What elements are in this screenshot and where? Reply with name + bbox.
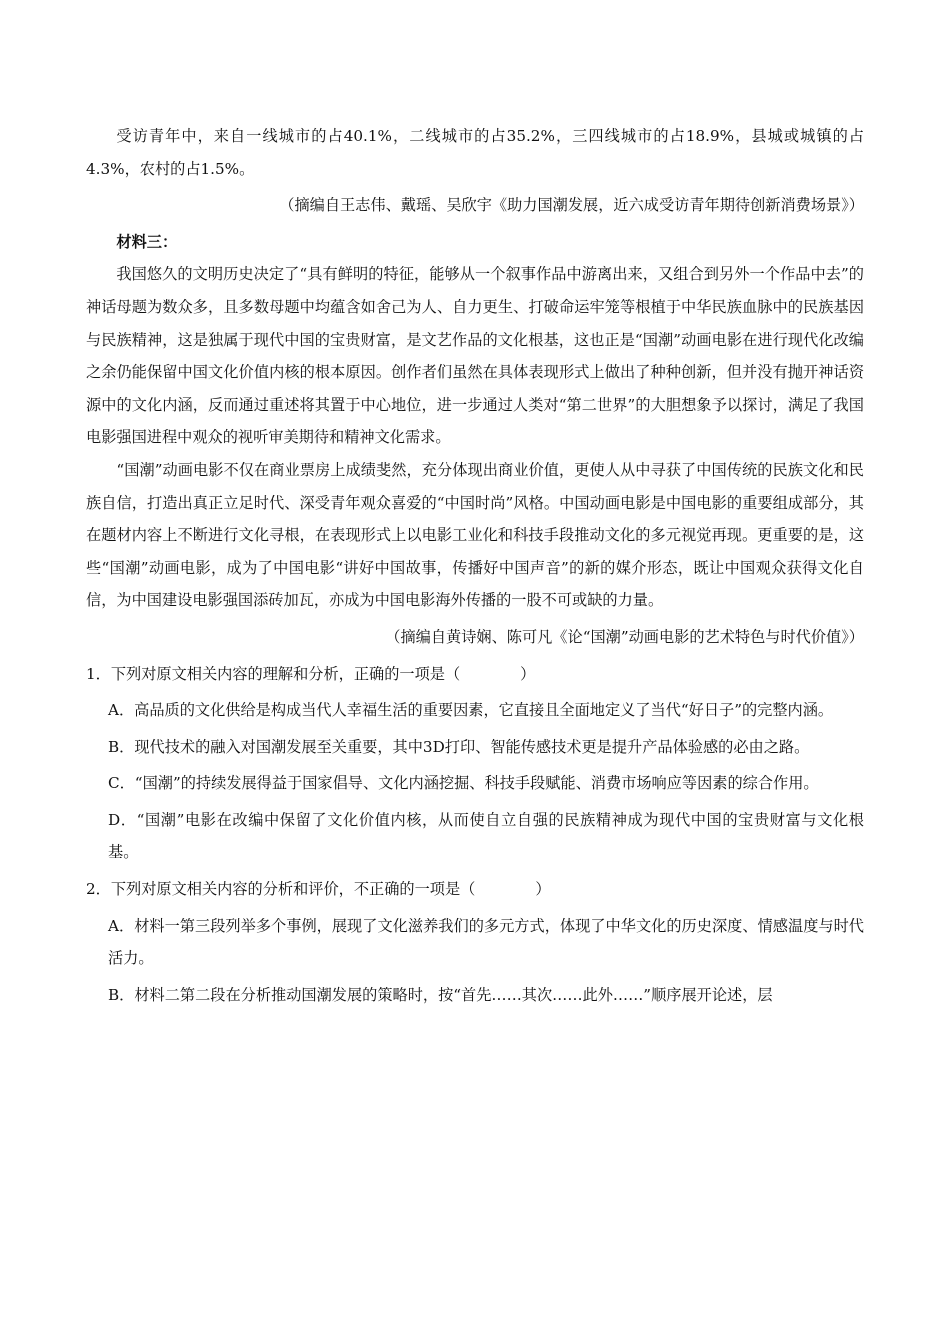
question-1-option-c: C．“国潮”的持续发展得益于国家倡导、文化内涵挖掘、科技手段赋能、消费市场响应等因素的综合作用。	[108, 774, 819, 793]
source-citation-3: （摘编自黄诗娴、陈可凡《论“国潮”动画电影的艺术特色与时代价值》）	[385, 627, 864, 646]
material3-paragraph-1: 我国悠久的文明历史决定了“具有鲜明的特征，能够从一个叙事作品中游离出来，又组合到另外一个作品中去”的神话母题为数众多，且多数母题中均蕴含如舍己为人、自力更生、打破命运牢笼等根植于中华民族血脉中的民族基因与民族精神，这是独属于现代中国的宝贵财富，是文艺作品的文化根基，这也正是“国潮”动画电影在进行现代化改编之余仍能保留中国文化价值内核的根本原因。创作者们虽然在具体表现形式上做出了种种创新，但并没有抛开神话资源中的文化内涵，反而通过重述将其置于中心地位，进一步通过人类对“第二世界”的大胆想象予以探讨，满足了我国电影强国进程中观众的视听审美期待和精神文化需求。	[86, 265, 864, 447]
question-1	[86, 658, 864, 870]
question-1-option-a: A．高品质的文化供给是构成当代人幸福生活的重要因素，它直接且全面地定义了当代“好日子”的完整内涵。	[108, 701, 834, 720]
source-citation-2: （摘编自王志伟、戴瑶、吴欣宇《助力国潮发展，近六成受访青年期待创新消费场景》）	[279, 196, 864, 215]
question-1-option-d: D．“国潮”电影在改编中保留了文化价值内核，从而使自立自强的民族精神成为现代中国的宝贵财富与文化根基。	[108, 810, 864, 862]
question-2-stem	[86, 873, 864, 906]
question-2-text: 2．下列对原文相关内容的分析和评价，不正确的一项是（	[86, 880, 476, 899]
question-2-close: ）	[535, 880, 551, 899]
question-1-text: 1．下列对原文相关内容的理解和分析，正确的一项是（	[86, 664, 461, 683]
material3-heading: 材料三：	[116, 232, 178, 251]
question-2-option-a: A．材料一第三段列举多个事例，展现了文化滋养我们的多元方式，体现了中华文化的历史深度、情感温度与时代活力。	[108, 916, 864, 968]
question-1-close: ）	[520, 664, 536, 683]
material2-paragraph-end: 受访青年中，来自一线城市的占40.1%，二线城市的占35.2%，三四线城市的占18.9%，县城或城镇的占4.3%，农村的占1.5%。	[86, 127, 864, 178]
question-2	[86, 873, 864, 1011]
material3-paragraph-2: “国潮”动画电影不仅在商业票房上成绩斐然，充分体现出商业价值，更使人从中寻获了中国传统的民族文化和民族自信，打造出真正立足时代、深受青年观众喜爱的“中国时尚”风格。中国动画电影是中国电影的重要组成部分，其在题材内容上不断进行文化寻根，在表现形式上以电影工业化和科技手段推动文化的多元视觉再现。更重要的是，这些“国潮”动画电影，成为了中国电影“讲好中国故事，传播好中国声音”的新的媒介形态，既让中国观众获得文化自信，为中国建设电影强国添砖加瓦，亦成为中国电影海外传播的一股不可或缺的力量。	[86, 460, 864, 610]
question-1-stem	[86, 658, 864, 691]
question-1-option-b: B．现代技术的融入对国潮发展至关重要，其中3D打印、智能传感技术更是提升产品体验感的必由之路。	[108, 737, 810, 756]
question-2-option-b: B．材料二第二段在分析推动国潮发展的策略时，按“首先……其次……此外……”顺序展开论述，层	[108, 985, 773, 1004]
